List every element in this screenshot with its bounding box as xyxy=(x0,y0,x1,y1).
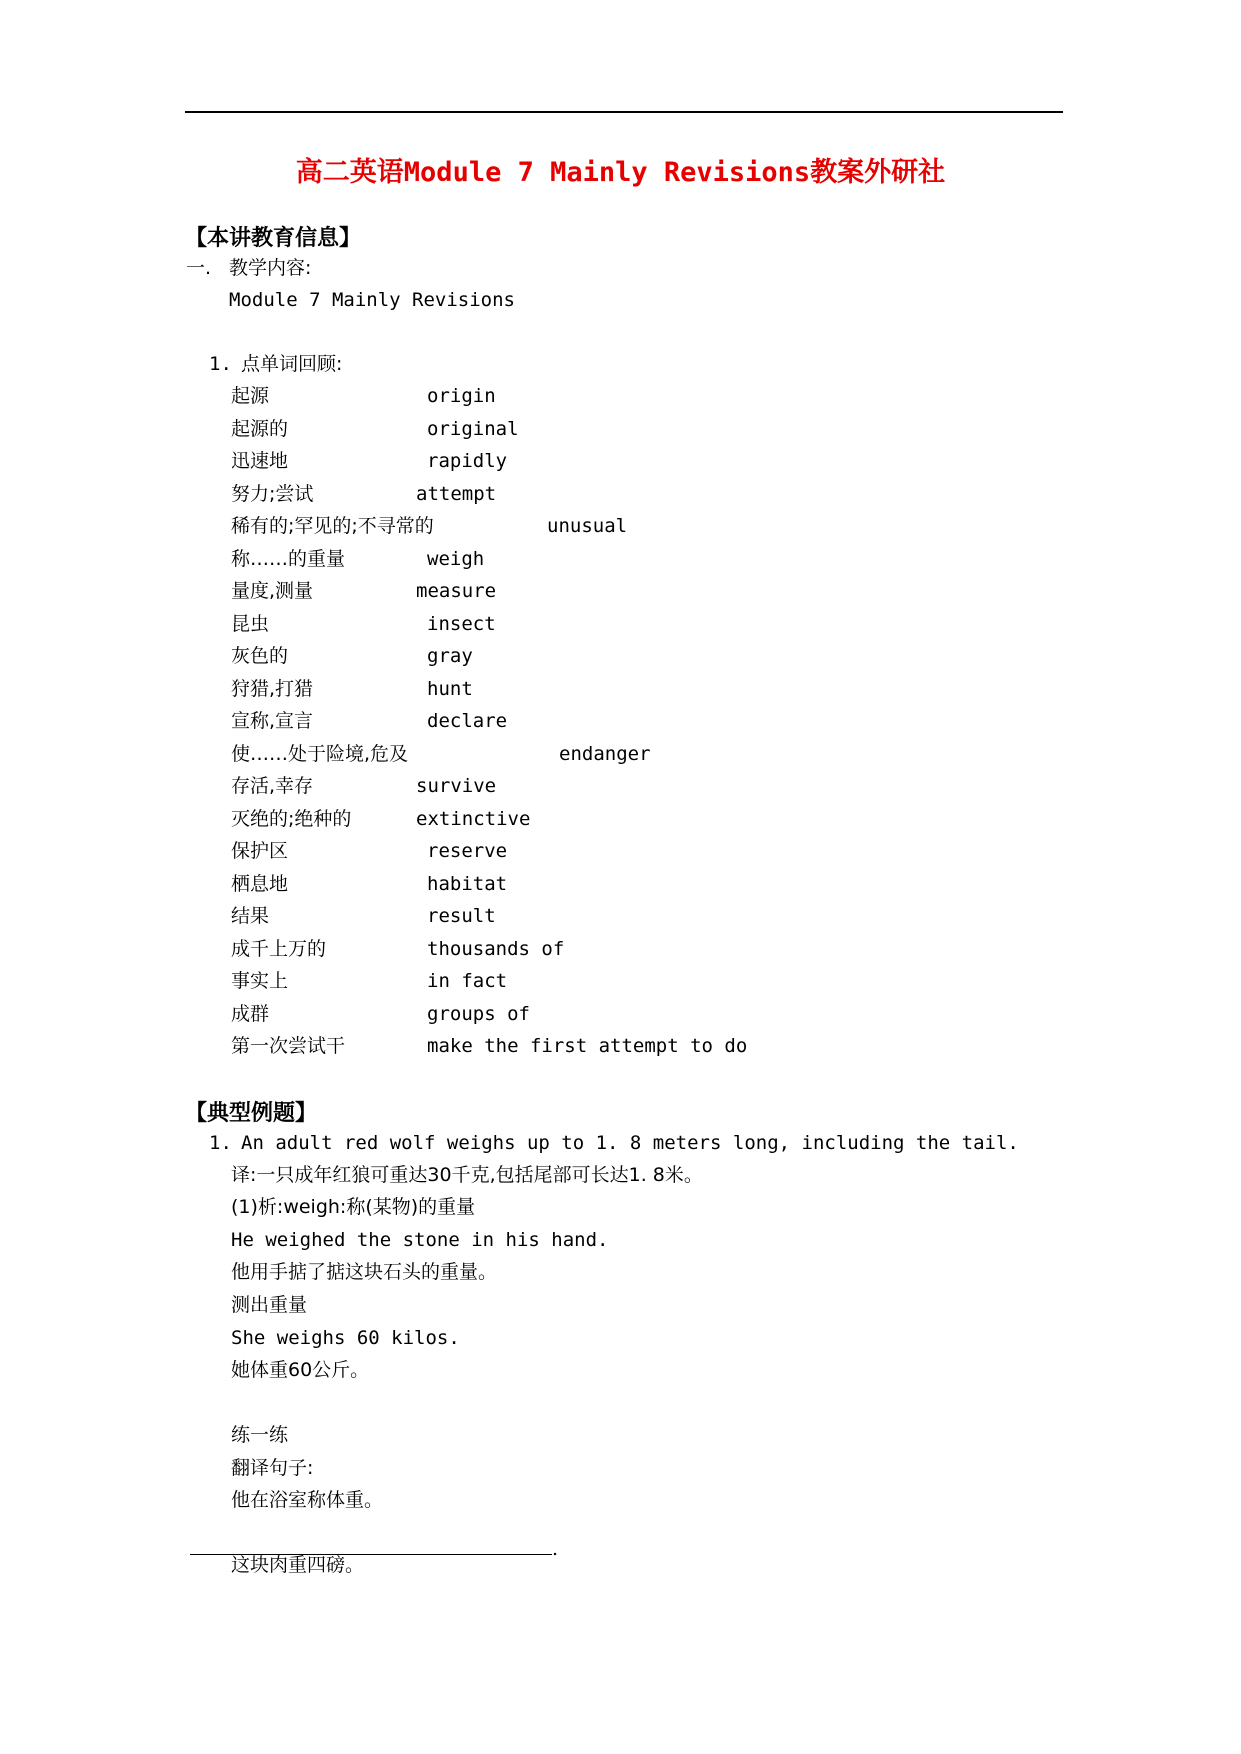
vocab-chinese: 事实上 xyxy=(231,970,289,992)
vocab-chinese: 称……的重量 xyxy=(231,548,346,570)
vocab-chinese: 存活,幸存 xyxy=(231,775,314,797)
vocab-english: in fact xyxy=(427,970,508,992)
vocab-english: measure xyxy=(416,580,497,602)
example-cn-2: 她体重60公斤。 xyxy=(231,1359,370,1381)
vocab-english: weigh xyxy=(427,548,485,570)
vocab-chinese: 量度,测量 xyxy=(231,580,314,602)
example-en-1: He weighed the stone in his hand. xyxy=(231,1229,609,1251)
vocab-chinese: 宣称,宣言 xyxy=(231,710,314,732)
vocab-chinese: 努力;尝试 xyxy=(231,483,314,505)
vocab-english: attempt xyxy=(416,483,497,505)
section-heading-examples: 【典型例题】 xyxy=(185,1101,318,1126)
teaching-content-label: 教学内容: xyxy=(229,257,312,279)
module-line: Module 7 Mainly Revisions xyxy=(229,289,515,311)
vocab-english: gray xyxy=(427,645,473,667)
header-rule xyxy=(185,111,1063,113)
vocab-chinese: 成群 xyxy=(231,1003,270,1025)
vocab-chinese: 灭绝的;绝种的 xyxy=(231,808,352,830)
vocab-english: reserve xyxy=(427,840,508,862)
vocab-chinese: 昆虫 xyxy=(231,613,270,635)
vocab-english: origin xyxy=(427,385,496,407)
vocab-chinese: 使……处于险境,危及 xyxy=(231,743,409,765)
vocab-list-number: 1. xyxy=(209,353,232,375)
vocab-chinese: 结果 xyxy=(231,905,270,927)
vocab-chinese: 稀有的;罕见的;不寻常的 xyxy=(231,515,434,537)
document-title: 高二英语Module 7 Mainly Revisions教案外研社 xyxy=(295,157,946,188)
vocab-english: survive xyxy=(416,775,497,797)
vocab-english: extinctive xyxy=(416,808,531,830)
vocab-chinese: 起源的 xyxy=(231,418,289,440)
example-translation: 译:一只成年红狼可重达30千克,包括尾部可长达1. 8米。 xyxy=(231,1164,703,1186)
practice-question-1: 他在浴室称体重。 xyxy=(231,1489,384,1511)
vocab-chinese: 保护区 xyxy=(231,840,289,862)
vocab-english: make the first attempt to do xyxy=(427,1035,748,1057)
example-sentence: An adult red wolf weighs up to 1. 8 meters long, including the tail. xyxy=(241,1132,1019,1154)
vocab-english: original xyxy=(427,418,519,440)
vocab-chinese: 成千上万的 xyxy=(231,938,327,960)
vocab-english: endanger xyxy=(559,743,651,765)
vocab-english: insect xyxy=(427,613,496,635)
example-en-2: She weighs 60 kilos. xyxy=(231,1327,460,1349)
vocab-english: thousands of xyxy=(427,938,565,960)
vocab-chinese: 第一次尝试干 xyxy=(231,1035,346,1057)
item-label: 一. xyxy=(186,257,212,279)
vocab-english: habitat xyxy=(427,873,508,895)
example-cn-1: 他用手掂了掂这块石头的重量。 xyxy=(231,1261,498,1283)
vocab-english: unusual xyxy=(547,515,628,537)
sub-meaning: 测出重量 xyxy=(231,1294,308,1316)
vocab-english: declare xyxy=(427,710,508,732)
vocab-english: rapidly xyxy=(427,450,508,472)
analysis-line: (1)析:weigh:称(某物)的重量 xyxy=(231,1196,476,1218)
vocab-english: groups of xyxy=(427,1003,530,1025)
vocab-english: hunt xyxy=(427,678,473,700)
section-heading-info: 【本讲教育信息】 xyxy=(185,226,362,251)
practice-label: 练一练 xyxy=(231,1424,289,1446)
vocab-english: result xyxy=(427,905,496,927)
practice-question-2: 这块肉重四磅。 xyxy=(231,1554,365,1576)
translate-prompt: 翻译句子: xyxy=(231,1457,314,1479)
vocab-chinese: 狩猎,打猎 xyxy=(231,678,314,700)
example-number: 1. xyxy=(209,1132,232,1154)
vocab-chinese: 迅速地 xyxy=(231,450,289,472)
vocab-chinese: 灰色的 xyxy=(231,645,289,667)
vocab-chinese: 栖息地 xyxy=(231,873,289,895)
answer-blank-period: . xyxy=(552,1538,559,1560)
vocab-heading: 点单词回顾: xyxy=(241,353,343,375)
vocab-chinese: 起源 xyxy=(231,385,270,407)
